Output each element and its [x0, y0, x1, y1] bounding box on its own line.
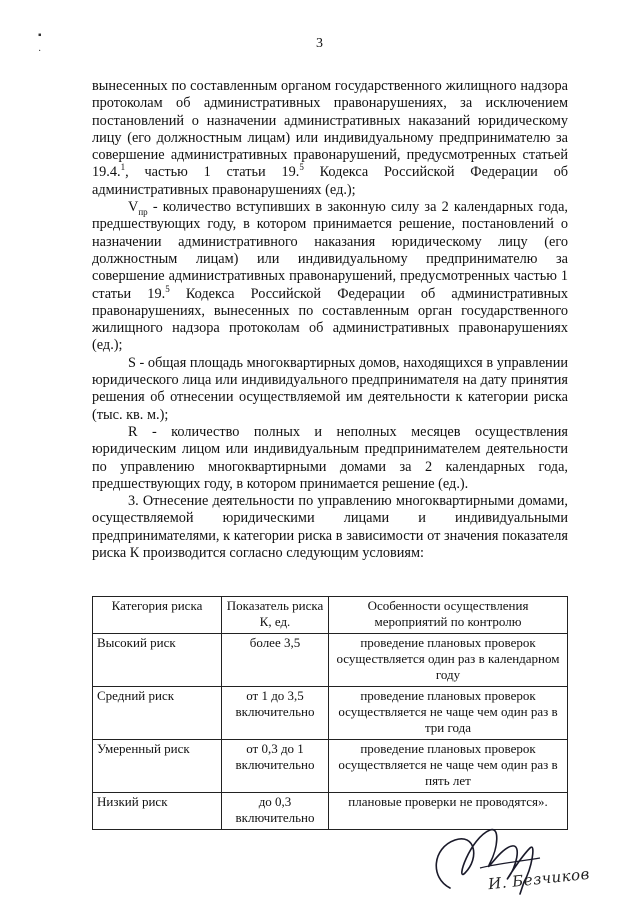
- table-row: [93, 740, 568, 793]
- page-number: 3: [316, 36, 323, 51]
- risk-category-table: [92, 596, 568, 830]
- table-header-row: [93, 597, 568, 634]
- cell-indicator: до 0,3 включительно: [222, 793, 329, 830]
- cell-category: Средний риск: [93, 687, 222, 740]
- paragraph-risk-categories: 3. Отнесение деятельности по управлению многоквартирными домами, осуществляемой юридическими лицами и индивидуальными предпринимателями, к категории риска в зависимости от значения показателя риска К производится согласно следующим условиям:: [92, 493, 568, 562]
- table-row: [93, 687, 568, 740]
- cell-features: проведение плановых проверок осуществляется не чаще чем один раз в пять лет: [329, 740, 568, 793]
- signature-name: И. Безчиков: [487, 864, 591, 894]
- cell-indicator: от 1 до 3,5 включительно: [222, 687, 329, 740]
- paragraph-penalties: вынесенных по составленным органом государственного жилищного надзора протоколам об административных правонарушениях, за исключением постановлений о назначении административных наказаний юридическому лицу (его должностным лицам) или индивидуальному предпринимателю за совершение административных правонарушений, предусмотренных статьей 19.4.$^1$, частью 1 статьи 19.$^5$ Кодекса Российской Федерации об административных правонарушениях (ед.);: [92, 78, 568, 198]
- cell-features: проведение плановых проверок осуществляется не чаще чем один раз в три года: [329, 687, 568, 740]
- header-category: Категория риска: [93, 597, 222, 634]
- table-row: [93, 634, 568, 687]
- header-indicator: Показатель риска К, ед.: [222, 597, 329, 634]
- paragraph-s-definition: S - общая площадь многоквартирных домов, находящихся в управлении юридического лица или индивидуального предпринимателя на дату принятия решения об отнесении осуществляемой им деятельности к категории риска (тыс. кв. м.);: [92, 354, 568, 423]
- cell-indicator: от 0,3 до 1 включительно: [222, 740, 329, 793]
- paragraph-r-definition: R - количество полных и неполных месяцев осуществления юридическим лицом или индивидуальным предпринимателем деятельности по управлению многоквартирными домами за 2 календарных года, предшествующих году, в котором принимается решение (ед.).: [92, 423, 568, 492]
- paragraph-v-pr-definition: $V_{пр}$ - количество вступивших в законную силу за 2 календарных года, предшествующих году, в котором принимается решение, постановлений о назначении административного наказания юридическому лицу (его должностным лицам) или индивидуальному предпринимателю за совершение административных правонарушений, предусмотренных частью 1 статьи 19.$^5$ Кодекса Российской Федерации об административных правонарушениях, вынесенных по составленным орган государственного жилищного надзора протоколам об административных правонарушениях (ед.);: [92, 199, 568, 354]
- cell-indicator: более 3,5: [222, 634, 329, 687]
- cell-features: проведение плановых проверок осуществляется один раз в календарном году: [329, 634, 568, 687]
- document-body: [92, 78, 568, 562]
- cell-category: Умеренный риск: [93, 740, 222, 793]
- scan-speck: ·: [38, 46, 42, 57]
- cell-features: плановые проверки не проводятся».: [329, 793, 568, 830]
- header-features: Особенности осуществления мероприятий по контролю: [329, 597, 568, 634]
- cell-category: Высокий риск: [93, 634, 222, 687]
- scan-speck: ▪: [38, 30, 42, 41]
- cell-category: Низкий риск: [93, 793, 222, 830]
